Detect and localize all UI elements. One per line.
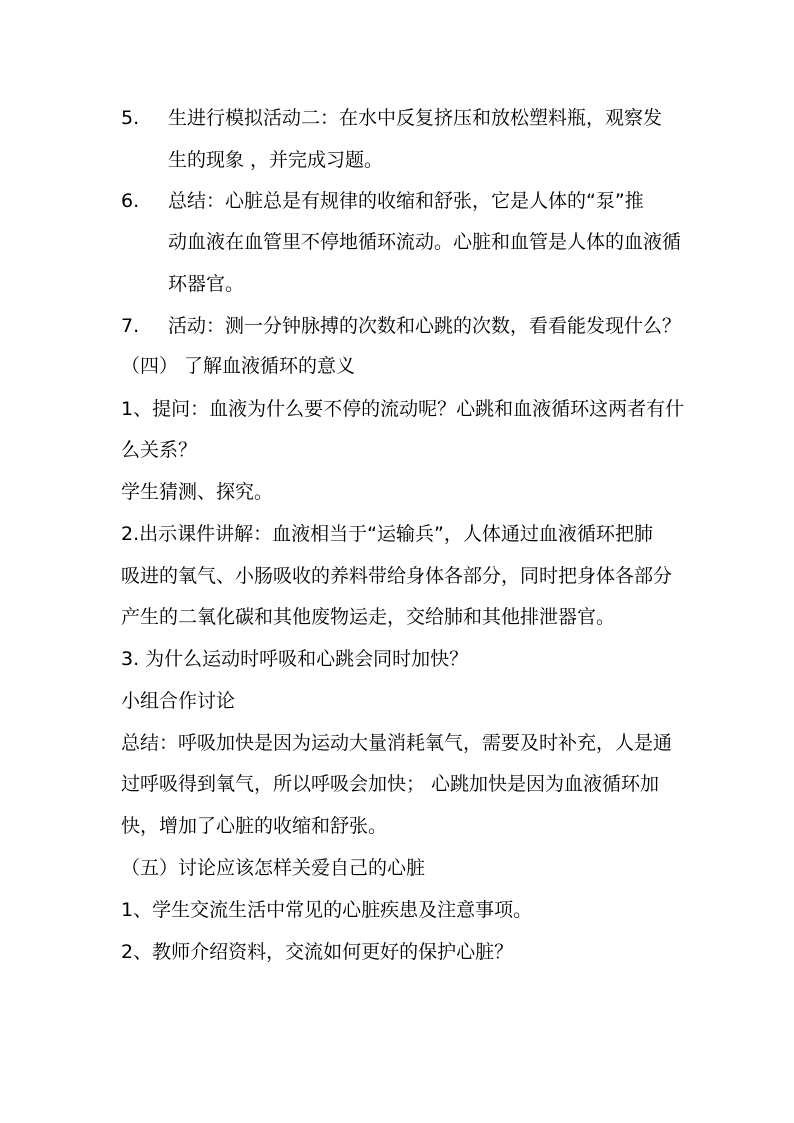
section-heading: （五）讨论应该怎样关爱自己的心脏: [121, 857, 426, 879]
paragraph-line: 2.出示课件讲解：血液相当于“运输兵”，人体通过血液循环把肺: [121, 523, 653, 545]
item-text-line: 生的现象 ，并完成习题。: [168, 149, 384, 171]
item-number: 5.: [121, 107, 140, 129]
paragraph-line: 快，增加了心脏的收缩和舒张。: [121, 815, 388, 837]
paragraph-line: 1、提问：血液为什么要不停的流动呢？心跳和血液循环这两者有什: [121, 398, 685, 420]
item-number: 7.: [121, 315, 140, 337]
paragraph-line: 小组合作讨论: [121, 690, 236, 712]
paragraph-line: 吸进的氧气、小肠吸收的养料带给身体各部分，同时把身体各部分: [121, 565, 673, 587]
section-heading: （四） 了解血液循环的意义: [121, 355, 356, 377]
item-text-line: 活动：测一分钟脉搏的次数和心跳的次数，看看能发现什么？: [168, 315, 682, 337]
item-text-line: 动血液在血管里不停地循环流动。心脏和血管是人体的血液循: [168, 231, 682, 253]
paragraph-line: 过呼吸得到氧气，所以呼吸会加快； 心跳加快是因为血液循环加: [121, 773, 660, 795]
paragraph-line: 么关系？: [121, 439, 198, 461]
paragraph-line: 产生的二氧化碳和其他废物运走，交给肺和其他排泄器官。: [121, 606, 616, 628]
paragraph-line: 3. 为什么运动时呼吸和心跳会同时加快？: [121, 648, 469, 670]
item-text-line: 总结：心脏总是有规律的收缩和舒张，它是人体的“泵”推: [168, 190, 644, 212]
paragraph-line: 1、学生交流生活中常见的心脏疾患及注意事项。: [121, 899, 533, 921]
paragraph-line: 学生猜测、探究。: [121, 481, 274, 503]
item-text-line: 生进行模拟活动二：在水中反复挤压和放松塑料瓶，观察发: [168, 107, 663, 129]
paragraph-line: 2、教师介绍资料，交流如何更好的保护心脏？: [121, 941, 514, 963]
paragraph-line: 总结：呼吸加快是因为运动大量消耗氧气，需要及时补充，人是通: [121, 732, 673, 754]
item-text-line: 环器官。: [168, 273, 245, 295]
item-number: 6.: [121, 190, 140, 212]
